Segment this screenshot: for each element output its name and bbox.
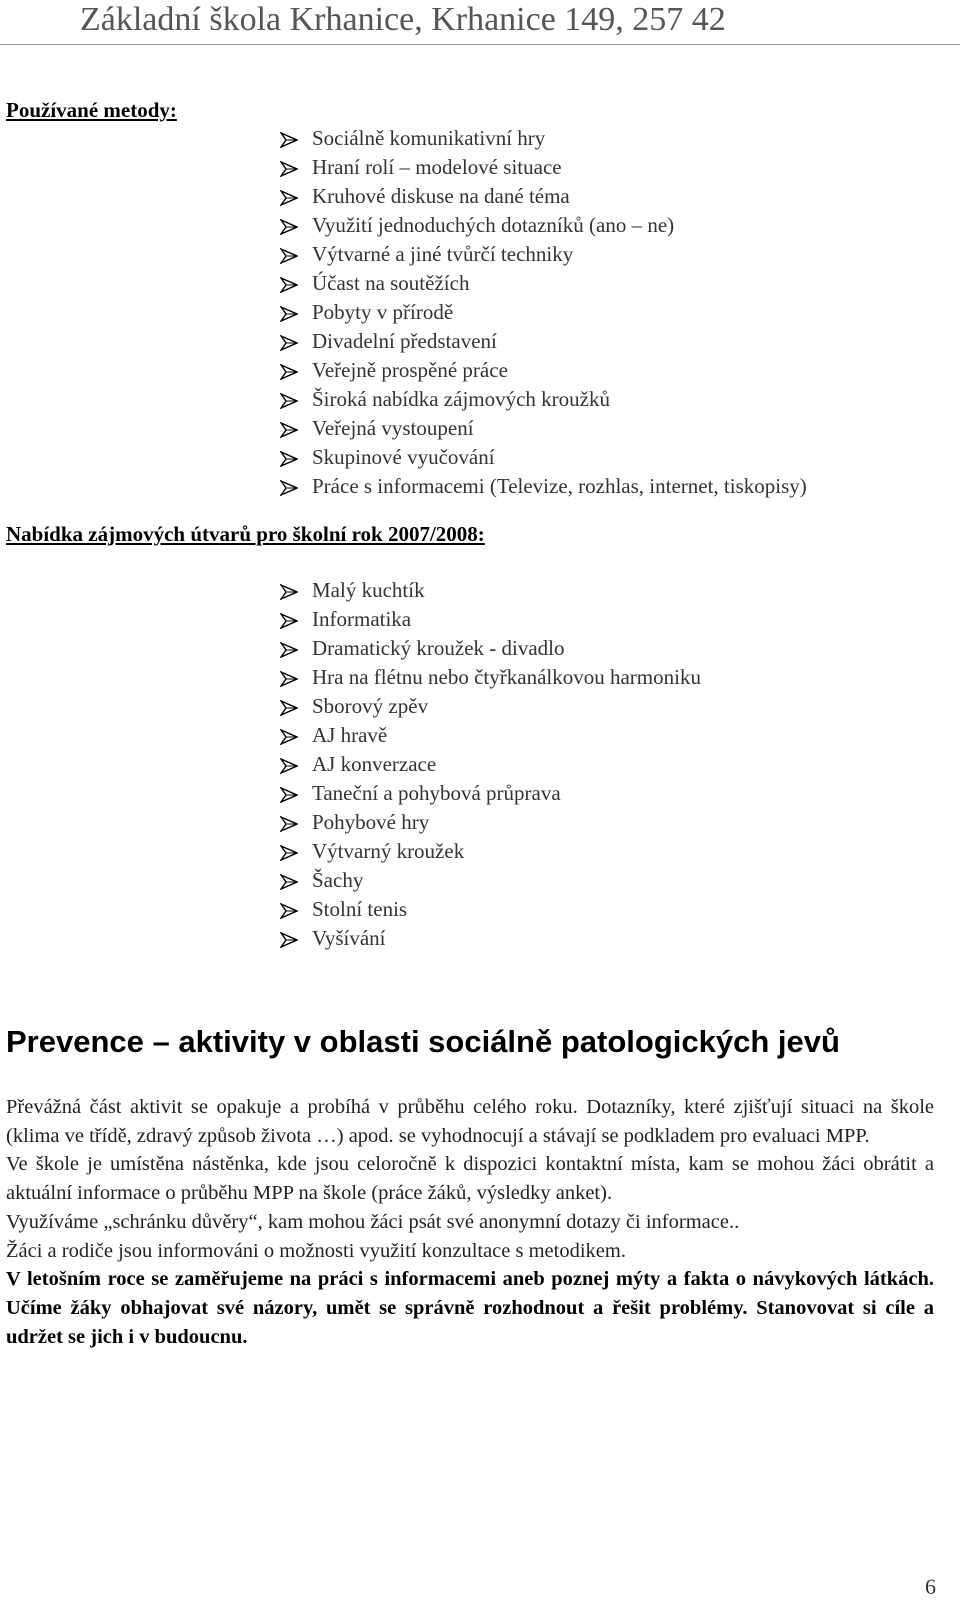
list-item-text: Sociálně komunikativní hry [312, 126, 546, 150]
prevention-paragraph-3: Využíváme „schránku důvěry“, kam mohou žáci psát své anonymní dotazy či informace.. [6, 1210, 740, 1233]
arrow-bullet-icon [280, 248, 312, 264]
list-item-text: Práce s informacemi (Televize, rozhlas, internet, tiskopisy) [312, 474, 807, 498]
list-item-text: Informatika [312, 607, 412, 631]
arrow-bullet-icon [280, 874, 312, 890]
prevention-body [6, 1093, 934, 1351]
list-item [280, 327, 807, 356]
list-item [280, 298, 807, 327]
arrow-bullet-icon [280, 393, 312, 409]
prevention-paragraph-4: Žáci a rodiče jsou informováni o možnosti využití konzultace s metodikem. [6, 1239, 626, 1262]
list-item-text: Využití jednoduchých dotazníků (ano – ne) [312, 213, 675, 237]
list-item-text: Divadelní představení [312, 329, 497, 353]
list-item [280, 385, 807, 414]
arrow-bullet-icon [280, 903, 312, 919]
list-item-text: Hraní rolí – modelové situace [312, 155, 562, 179]
arrow-bullet-icon [280, 584, 312, 600]
list-item [280, 269, 807, 298]
list-item [280, 924, 701, 953]
list-item [280, 779, 701, 808]
arrow-bullet-icon [280, 845, 312, 861]
list-item-text: Pobyty v přírodě [312, 300, 454, 324]
list-item-text: Účast na soutěžích [312, 271, 470, 295]
arrow-bullet-icon [280, 422, 312, 438]
list-item-text: Šachy [312, 868, 364, 892]
list-item-text: AJ hravě [312, 723, 388, 747]
arrow-bullet-icon [280, 190, 312, 206]
arrow-bullet-icon [280, 642, 312, 658]
arrow-bullet-icon [280, 787, 312, 803]
list-item-text: Veřejná vystoupení [312, 416, 474, 440]
list-item [280, 663, 701, 692]
list-item [280, 356, 807, 385]
arrow-bullet-icon [280, 161, 312, 177]
arrow-bullet-icon [280, 729, 312, 745]
list-item-text: Široká nabídka zájmových kroužků [312, 387, 610, 411]
page-header-title: Základní škola Krhanice, Krhanice 149, 257 42 [80, 1, 726, 38]
arrow-bullet-icon [280, 671, 312, 687]
prevention-paragraph-2: Ve škole je umístěna nástěnka, kde jsou celoročně k dispozici kontaktní místa, kam se mohou žáci obrátit a aktuální informace o průběhu MPP na škole (práce žáků, výsledky anket). [6, 1153, 934, 1205]
header-divider [0, 44, 960, 45]
list-item-text: Hra na flétnu nebo čtyřkanálkovou harmoniku [312, 665, 701, 689]
list-item-text: Výtvarné a jiné tvůrčí techniky [312, 242, 574, 266]
arrow-bullet-icon [280, 364, 312, 380]
list-item [280, 721, 701, 750]
arrow-bullet-icon [280, 335, 312, 351]
prevention-paragraph-1: Převážná část aktivit se opakuje a probíhá v průběhu celého roku. Dotazníky, které zjišťují situaci na škole (klima ve třídě, zdravý způsob života …) apod. se vyhodnocují a stávají se podkladem pro evaluaci MPP. [6, 1096, 934, 1147]
list-item-text: AJ konverzace [312, 752, 437, 776]
list-item [280, 443, 807, 472]
list-item [280, 182, 807, 211]
prevention-heading: Prevence – aktivity v oblasti sociálně patologických jevů [6, 1024, 840, 1059]
methods-list [280, 124, 807, 501]
list-item-text: Malý kuchtík [312, 578, 425, 602]
list-item [280, 808, 701, 837]
list-item-text: Stolní tenis [312, 897, 408, 921]
arrow-bullet-icon [280, 613, 312, 629]
list-item [280, 634, 701, 663]
methods-heading: Používané metody: [6, 98, 177, 122]
arrow-bullet-icon [280, 277, 312, 293]
activities-list [280, 576, 701, 953]
activities-heading: Nabídka zájmových útvarů pro školní rok 2007/2008: [6, 522, 485, 546]
list-item-text: Pohybové hry [312, 810, 430, 834]
list-item [280, 692, 701, 721]
list-item [280, 605, 701, 634]
list-item [280, 211, 807, 240]
page-number: 6 [925, 1574, 936, 1599]
list-item-text: Skupinové vyučování [312, 445, 495, 469]
prevention-bold-paragraph: V letošním roce se zaměřujeme na práci s informacemi aneb poznej mýty a fakta o návykových látkách. Učíme žáky obhajovat své názory, umět se správně rozhodnout a řešit problémy. Stanovovat si cíle a udržet se jich i v budoucnu. [6, 1268, 934, 1348]
list-item [280, 866, 701, 895]
arrow-bullet-icon [280, 758, 312, 774]
arrow-bullet-icon [280, 132, 312, 148]
arrow-bullet-icon [280, 306, 312, 322]
arrow-bullet-icon [280, 700, 312, 716]
arrow-bullet-icon [280, 932, 312, 948]
list-item [280, 414, 807, 443]
list-item [280, 576, 701, 605]
list-item-text: Taneční a pohybová průprava [312, 781, 561, 805]
arrow-bullet-icon [280, 816, 312, 832]
list-item [280, 750, 701, 779]
list-item-text: Dramatický kroužek - divadlo [312, 636, 565, 660]
arrow-bullet-icon [280, 480, 312, 496]
list-item-text: Sborový zpěv [312, 694, 429, 718]
list-item-text: Výtvarný kroužek [312, 839, 465, 863]
list-item [280, 895, 701, 924]
list-item-text: Vyšívání [312, 926, 386, 950]
arrow-bullet-icon [280, 451, 312, 467]
list-item [280, 472, 807, 501]
list-item [280, 153, 807, 182]
list-item [280, 240, 807, 269]
list-item-text: Veřejně prospěné práce [312, 358, 508, 382]
list-item [280, 837, 701, 866]
arrow-bullet-icon [280, 219, 312, 235]
list-item [280, 124, 807, 153]
list-item-text: Kruhové diskuse na dané téma [312, 184, 570, 208]
